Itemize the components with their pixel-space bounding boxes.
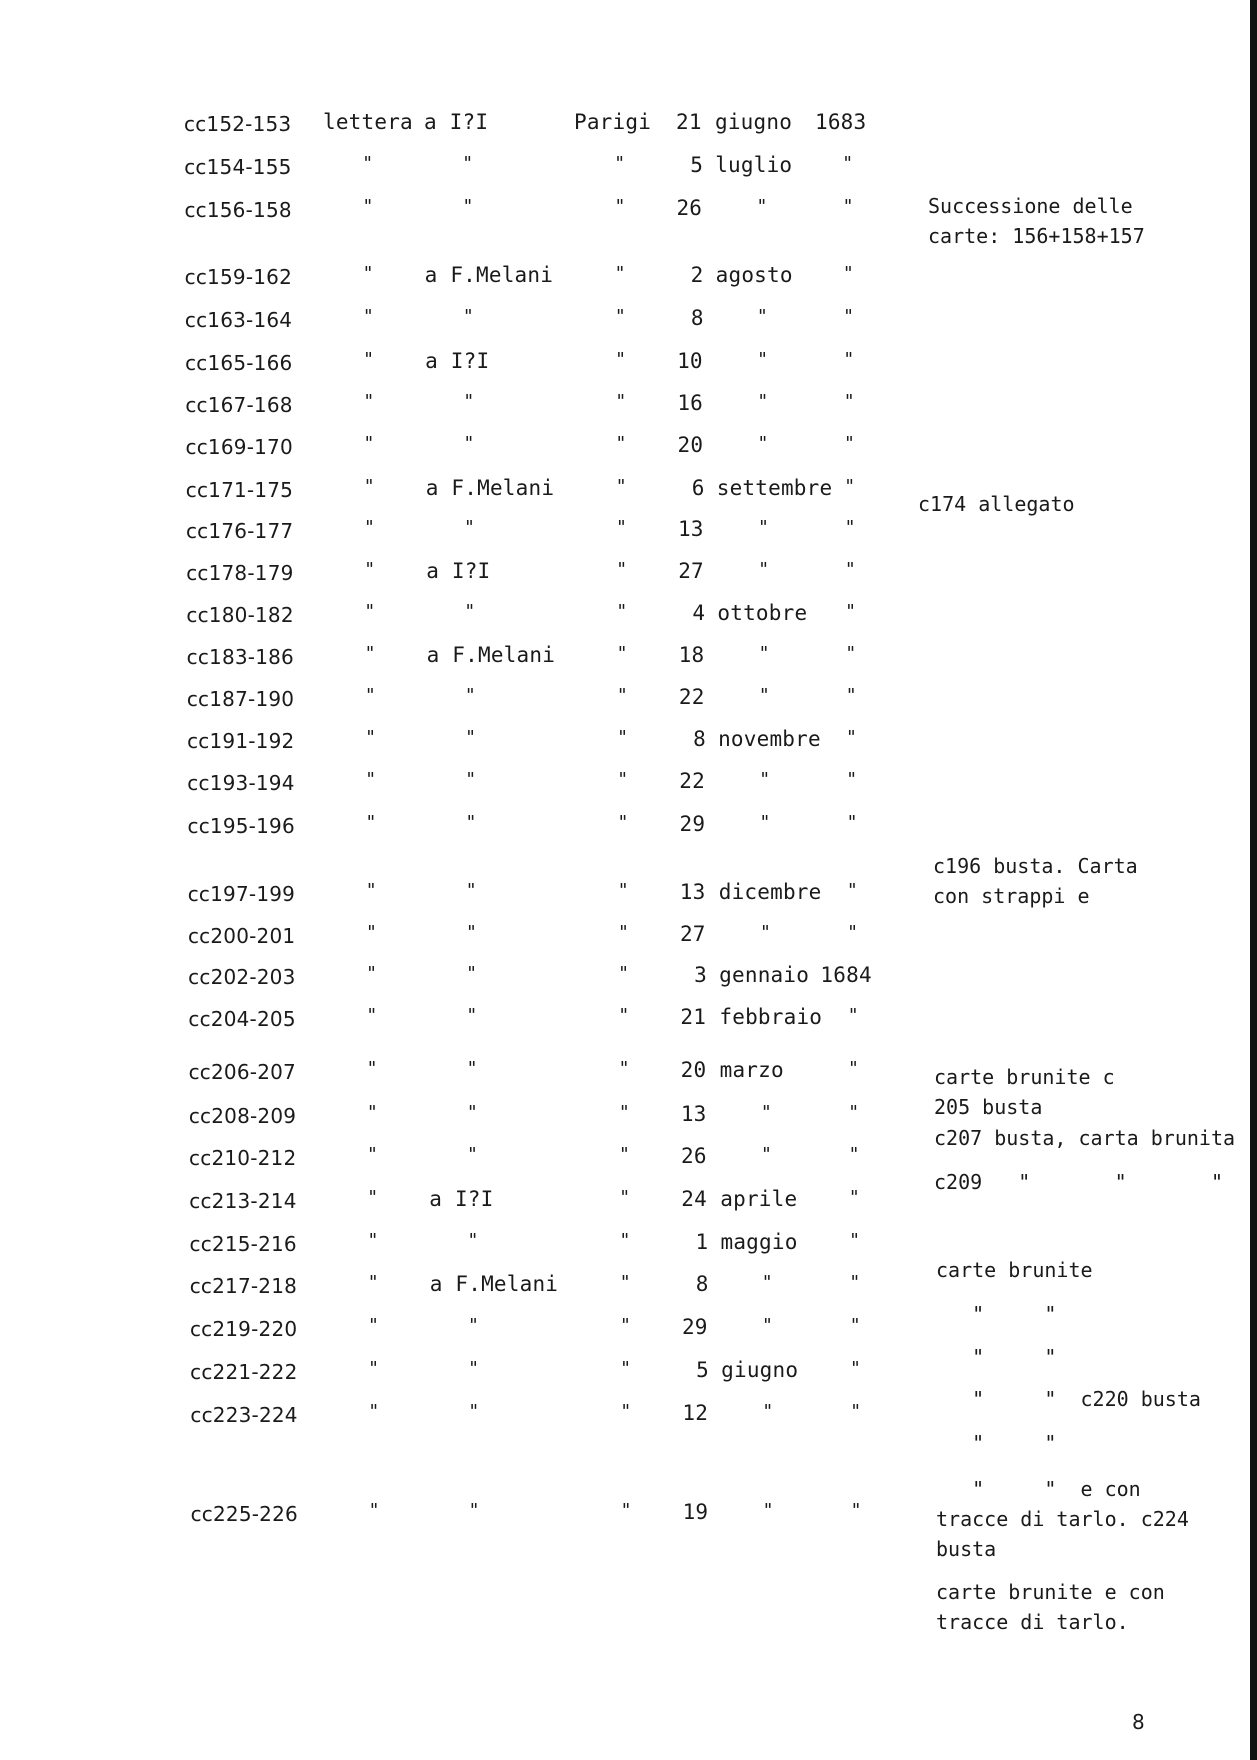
place: " [617,880,629,901]
year: " [846,727,858,748]
day: 24 [681,1187,707,1211]
recipient: a F.Melani [425,476,555,500]
place: " [619,1187,631,1208]
recipient: " [462,196,474,217]
remark: carte brunite c 205 busta [934,1065,1127,1119]
remark: " " [936,1345,1057,1369]
document-type: " [363,433,375,454]
place: " [615,433,627,454]
day: 8 [690,306,704,330]
remark: c209 " " " [934,1170,1223,1194]
folio-range: cc225-226 [190,1502,298,1526]
place: Parigi [574,110,652,134]
month: " [758,559,770,580]
document-type: " [366,963,378,984]
place: " [615,476,627,497]
month: " [758,643,770,664]
day: 26 [681,1144,707,1168]
year: " [842,196,854,217]
folio-range: cc195-196 [187,814,295,838]
document-type: " [367,1272,379,1293]
month: " [762,1500,774,1521]
recipient: " [465,880,477,901]
remark: c207 busta, carta brunita [934,1126,1236,1150]
place: " [616,643,628,664]
document-type: " [367,1230,379,1251]
day: 10 [677,349,703,373]
day: 22 [678,685,705,709]
folio-range: cc159-162 [184,265,293,289]
year: " [844,476,856,497]
place: " [617,769,629,790]
place: " [614,306,626,327]
remark: c174 allegato [918,492,1075,516]
year: " [844,559,856,580]
place: " [614,153,626,174]
day: 21 [676,110,702,134]
remark: carte brunite e con tracce di tarlo. [936,1580,1177,1634]
recipient: " [465,769,477,790]
month: luglio [715,153,793,177]
year: " [845,685,857,706]
year: " [845,643,857,664]
month: " [757,391,769,412]
place: " [619,1230,631,1251]
year: " [842,153,854,174]
folio-range: cc167-168 [185,393,293,417]
recipient: " [464,601,476,622]
recipient: " [466,963,478,984]
place: " [619,1144,631,1165]
year: " [846,769,858,790]
remark: " " e con tracce di tarlo. c224 busta [936,1477,1201,1561]
document-type: " [365,922,377,943]
recipient: " [467,1315,479,1336]
place: " [617,922,629,943]
folio-range: cc191-192 [187,729,295,753]
day: 26 [676,196,703,220]
folio-range: cc171-175 [185,478,294,502]
folio-range: cc154-155 [184,155,292,179]
year: 1683 [815,110,867,134]
recipient: a I?I [424,110,489,134]
recipient: " [467,1144,479,1165]
recipient: a F.Melani [424,263,554,287]
place: " [617,727,629,748]
place: " [618,1102,630,1123]
day: 27 [679,922,706,946]
folio-range: cc219-220 [189,1317,298,1341]
month: " [756,196,768,217]
document-type: " [365,812,377,833]
folio-range: cc176-177 [185,519,294,543]
year: " [846,812,858,833]
document-type: " [368,1500,380,1521]
month: marzo [719,1058,784,1082]
folio-range: cc165-166 [185,351,293,375]
place: " [617,812,629,833]
document-type: " [362,196,374,217]
recipient: " [462,306,474,327]
document-type: lettera [323,110,413,134]
day: 21 [680,1005,707,1029]
document-type: " [363,517,376,538]
year: " [843,391,855,412]
day: 27 [678,559,704,583]
page-number: 8 [1132,1710,1145,1734]
day: 5 [690,153,704,177]
month: maggio [720,1230,798,1254]
day: 13 [677,517,704,541]
month: " [759,812,771,833]
document-type: " [362,153,374,174]
day: 4 [692,601,706,625]
folio-range: cc152-153 [184,112,292,136]
recipient: " [464,685,476,706]
year: " [844,517,856,538]
month: febbraio [719,1005,823,1029]
recipient: a F.Melani [429,1272,559,1296]
month: " [761,1144,773,1165]
year: " [843,306,855,327]
folio-range: cc202-203 [188,965,296,989]
place: " [618,1005,630,1026]
folio-range: cc217-218 [189,1274,298,1298]
folio-range: cc213-214 [189,1189,297,1213]
document-type: " [366,1005,378,1026]
place: " [616,685,628,706]
folio-range: cc193-194 [187,771,295,795]
day: 20 [677,433,704,457]
document-type: " [366,1102,378,1123]
folio-range: cc206-207 [188,1060,296,1084]
day: 22 [679,769,705,793]
day: 13 [679,880,706,904]
year: " [848,1102,860,1123]
recipient: " [463,433,475,454]
month: giugno [715,110,793,134]
document-type: " [362,306,374,327]
place: " [614,263,626,284]
recipient: " [468,1358,480,1379]
recipient: " [465,922,477,943]
place: " [615,517,628,538]
day: 5 [696,1358,709,1382]
document-type: " [364,601,376,622]
recipient: a I?I [425,349,490,373]
remark: " " c220 busta [936,1387,1201,1411]
day: 20 [680,1058,707,1082]
month: " [757,517,770,538]
recipient: " [468,1401,480,1422]
month: settembre [716,476,833,500]
scan-edge [1250,0,1257,1760]
year: " [847,922,859,943]
recipient: a I?I [429,1187,494,1211]
recipient: " [463,517,476,538]
document-type: " [367,1187,379,1208]
recipient: " [465,727,477,748]
year: " [843,349,855,370]
document-type: " [365,880,377,901]
folio-range: cc187-190 [186,687,295,711]
document-type: " [367,1144,379,1165]
day: 18 [678,643,705,667]
folio-range: cc223-224 [190,1403,298,1427]
month: ottobre [717,601,808,625]
year: " [846,880,858,901]
document-type: " [364,643,376,664]
month: " [759,769,771,790]
place: " [618,1058,630,1079]
day: 13 [680,1102,707,1126]
remark: " " [936,1431,1057,1455]
remark: c196 busta. Carta con strappi e [933,854,1150,908]
document-type: " [364,685,376,706]
document-type: " [366,1058,378,1079]
recipient: " [463,391,475,412]
place: " [615,391,627,412]
year: " [844,433,856,454]
folio-range: cc208-209 [188,1104,297,1128]
month: gennaio [719,963,810,987]
year: " [848,1187,860,1208]
month: " [762,1401,774,1422]
document-type: " [367,1315,379,1336]
folio-range: cc221-222 [190,1360,298,1384]
day: 3 [694,963,708,987]
document-type: " [368,1401,380,1422]
remark: " " [936,1302,1057,1326]
place: " [616,601,628,622]
day: 2 [690,263,704,287]
month: " [761,1272,773,1293]
year: " [847,1005,859,1026]
recipient: " [466,1102,478,1123]
document-type: " [362,263,374,284]
folio-range: cc204-205 [188,1007,296,1031]
folio-range: cc169-170 [185,435,293,459]
place: " [614,196,626,217]
month: giugno [721,1358,799,1382]
document-type: " [368,1358,380,1379]
month: " [757,349,769,370]
year: " [849,1272,861,1293]
year: " [849,1315,861,1336]
remark: carte brunite [936,1258,1093,1282]
document-type: " [363,476,375,497]
day: 1 [695,1230,709,1254]
month: " [758,685,770,706]
recipient: " [465,812,477,833]
folio-range: cc163-164 [184,308,293,332]
month: aprile [720,1187,798,1211]
day: 29 [681,1315,708,1339]
day: 19 [682,1500,709,1524]
recipient: " [466,1058,478,1079]
month: agosto [715,263,793,287]
place: " [619,1315,631,1336]
folio-range: cc215-216 [189,1232,297,1256]
recipient: a F.Melani [426,643,556,667]
folio-range: cc183-186 [186,645,294,669]
day: 16 [677,391,703,415]
recipient: " [468,1500,480,1521]
recipient: " [467,1230,479,1251]
day: 12 [682,1401,709,1425]
month: " [756,306,768,327]
month: " [760,1102,772,1123]
year: " [850,1401,862,1422]
document-type: " [365,727,377,748]
document-type: " [364,559,376,580]
day: 8 [693,727,706,751]
folio-range: cc210-212 [189,1146,297,1170]
place: " [618,963,630,984]
recipient: a I?I [426,559,491,583]
folio-range: cc156-158 [184,198,292,222]
place: " [615,349,627,370]
remark: Successione delle carte: 156+158+157 [928,194,1145,248]
year: " [842,263,854,284]
document-type: " [363,349,375,370]
year: " [849,1230,861,1251]
month: " [757,433,769,454]
place: " [620,1500,632,1521]
month: dicembre [718,880,822,904]
folio-range: cc180-182 [186,603,294,627]
folio-range: cc200-201 [187,924,296,948]
day: 8 [695,1272,709,1296]
year: " [850,1358,862,1379]
month: novembre [718,727,821,751]
folio-range: cc197-199 [187,882,296,906]
document-type: " [363,391,375,412]
year: " [848,1144,860,1165]
document-type: " [365,769,377,790]
year: " [845,601,857,622]
month: " [759,922,771,943]
place: " [616,559,628,580]
place: " [619,1272,631,1293]
folio-range: cc178-179 [186,561,294,585]
recipient: " [462,153,474,174]
day: 29 [679,812,706,836]
recipient: " [466,1005,478,1026]
year: " [850,1500,862,1521]
place: " [620,1358,632,1379]
year: 1684 [820,963,872,987]
day: 6 [691,476,705,500]
month: " [761,1315,773,1336]
year: " [848,1058,860,1079]
place: " [620,1401,632,1422]
